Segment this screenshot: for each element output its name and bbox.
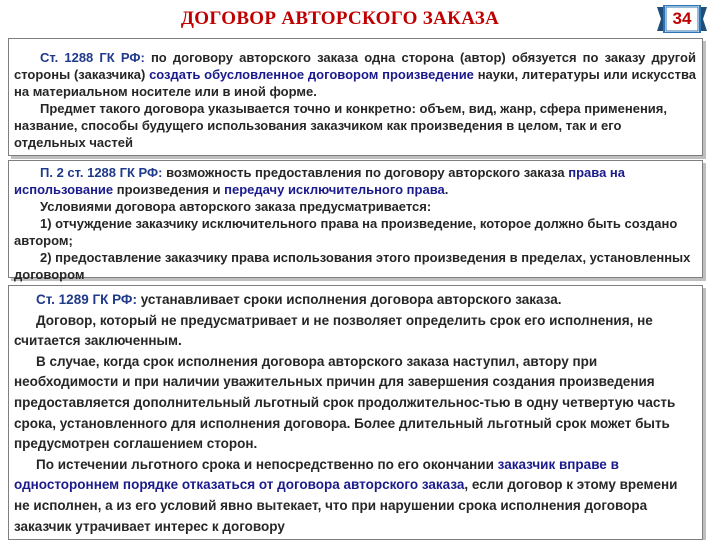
- paragraph-text: .: [444, 182, 449, 197]
- paragraph-text: произведения и: [113, 182, 225, 197]
- paragraph-text: , если договор к этому времени не исполнен, а из его условий явно вытекает, что при нарушении срока исполнения договора заказчик утрачивает интерес к договору: [14, 477, 678, 534]
- article-1289-box: [8, 285, 703, 540]
- highlighted-text: создать обусловленное договором произведение: [149, 67, 474, 82]
- highlighted-text: заказчик вправе в одностороннем порядке отказаться от договора авторского заказа: [14, 456, 619, 493]
- subject-paragraph: [14, 100, 696, 151]
- highlighted-text: передачу исключительного права: [224, 182, 445, 197]
- paragraph-text: возможность предоставления по договору авторского заказа: [162, 165, 569, 180]
- deadlines-paragraph: [14, 290, 696, 311]
- article-1288-box: [8, 38, 703, 156]
- paragraph-text: по договору авторского заказа одна сторона (автор) обязуется по заказу другой стороны (заказчика): [14, 50, 696, 82]
- article-reference: Ст. 1289 ГК РФ:: [36, 292, 137, 307]
- paragraph-text: науки, литературы или искусства на материальном носителе или в иной форме.: [14, 67, 696, 99]
- article-1288-p2-box: [8, 160, 703, 282]
- list-item: [14, 215, 696, 249]
- paragraph-text: В случае, когда срок исполнения договора авторского заказа наступил, автору при необходимости и при наличии уважительных причин для завершения создания произведения предоставляется дополнительный льготный срок продолжительнос-тью в одну четвертую часть срока, установленного для исполнения договора. Более длительный льготный срок может быть предусмотрен соглашением сторон.: [14, 353, 676, 452]
- paragraph-text: Предмет такого договора указывается точно и конкретно: объем, вид, жанр, сфера применения, название, способы будущего использования заказчиком как произведения в целом, так и его отдельных частей: [14, 101, 667, 150]
- highlighted-text: права на использование: [14, 165, 626, 197]
- page-title: ДОГОВОР АВТОРСКОГО ЗАКАЗА: [180, 8, 500, 29]
- list-item: [14, 249, 696, 283]
- paragraph-text: устанавливает сроки исполнения договора авторского заказа.: [136, 292, 562, 307]
- paragraph-text: По истечении льготного срока и непосредственно по его окончании: [36, 456, 498, 472]
- article-1288-paragraph: [14, 49, 696, 100]
- contract-term-paragraph: [14, 311, 696, 352]
- article-reference: П. 2 ст. 1288 ГК РФ:: [40, 165, 163, 180]
- paragraph-text: Договор, который не предусматривает и не позволяет определить срок его исполнения, не считается заключенным.: [14, 312, 653, 349]
- paragraph-text: 2) предоставление заказчику права использования этого произведения в пределах, установленных договором: [14, 250, 691, 282]
- grace-period-paragraph: [14, 352, 696, 455]
- article-reference: Ст. 1288 ГК РФ:: [40, 50, 145, 65]
- rights-paragraph: [14, 164, 696, 198]
- page-number: 34: [672, 9, 692, 28]
- conditions-paragraph: [14, 198, 696, 215]
- paragraph-text: 1) отчуждение заказчику исключительного права на произведение, которое должно быть создано автором;: [14, 216, 678, 248]
- paragraph-text: Условиями договора авторского заказа предусматривается:: [40, 199, 432, 214]
- termination-paragraph: [14, 455, 696, 537]
- page-number-badge: [657, 5, 707, 33]
